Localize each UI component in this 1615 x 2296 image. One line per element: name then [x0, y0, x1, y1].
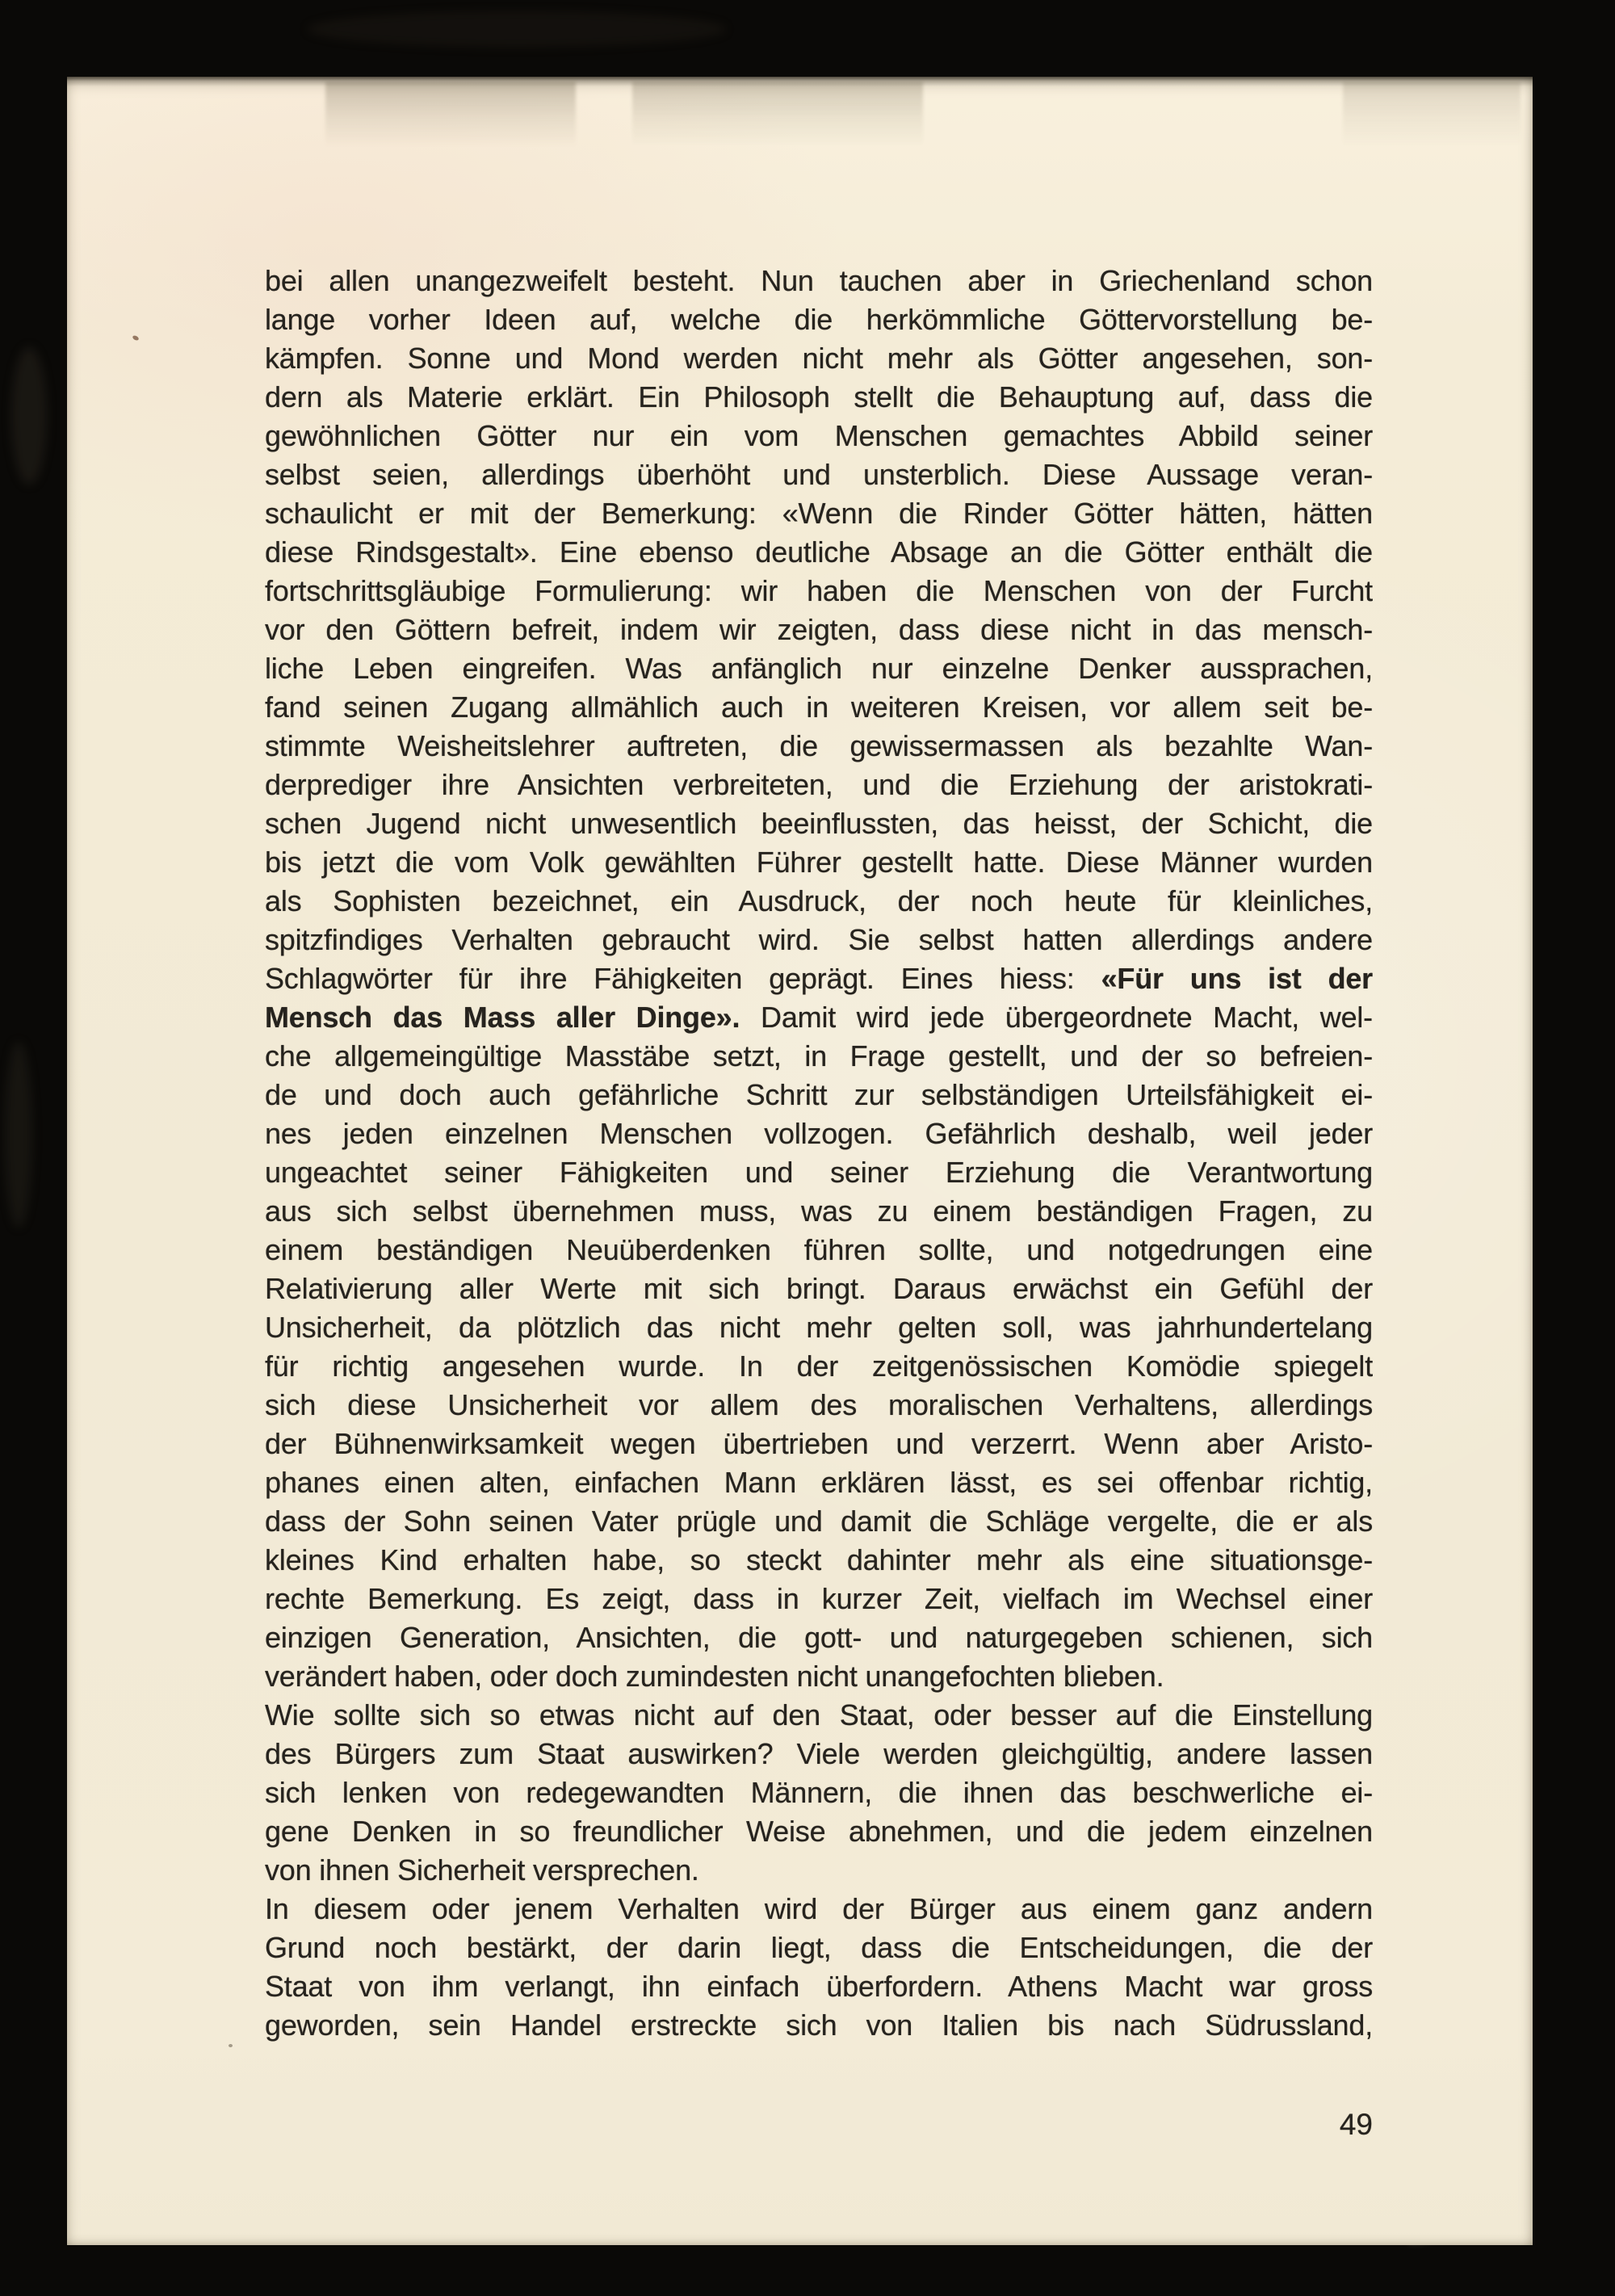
text-run: lange vorher Ideen auf, welche die herkömmliche Göttervorstellung be-: [265, 303, 1373, 336]
text-run: fortschrittsgläubige Formulierung: wir haben die Menschen von der Furcht: [265, 574, 1373, 607]
text-run: stimmte Weisheitslehrer auftreten, die gewissermassen als bezahlte Wan-: [265, 729, 1373, 762]
text-run: dass der Sohn seinen Vater prügle und damit die Schläge vergelte, die er als: [265, 1505, 1373, 1538]
page-number: 49: [1339, 2108, 1373, 2141]
text-run: kämpfen. Sonne und Mond werden nicht mehr als Götter angesehen, son-: [265, 342, 1373, 375]
text-line: [265, 1696, 1373, 1735]
text-run: phanes einen alten, einfachen Mann erklären lässt, es sei offenbar richtig,: [265, 1466, 1373, 1499]
text-line: [265, 1386, 1373, 1425]
text-line: [265, 455, 1373, 494]
text-line: [265, 1153, 1373, 1192]
text-run: Damit wird jede übergeordnete Macht, wel-: [740, 1001, 1373, 1034]
text-line: [265, 649, 1373, 688]
text-run: sich diese Unsicherheit vor allem des moralischen Verhaltens, allerdings: [265, 1388, 1373, 1421]
text-run: schen Jugend nicht unwesentlich beeinflussten, das heisst, der Schicht, die: [265, 807, 1373, 840]
text-run: dern als Materie erklärt. Ein Philosoph stellt die Behauptung auf, dass die: [265, 380, 1373, 413]
text-line: [265, 1037, 1373, 1076]
text-run: schaulicht er mit der Bemerkung: «Wenn die Rinder Götter hätten, hätten: [265, 497, 1373, 530]
text-run: geworden, sein Handel erstreckte sich von Italien bis nach Südrussland,: [265, 2008, 1373, 2042]
text-line: [265, 494, 1373, 533]
paper-speck: [132, 334, 139, 341]
text-line: [265, 1657, 1373, 1696]
text-run: Wie sollte sich so etwas nicht auf den Staat, oder besser auf die Einstellung: [265, 1698, 1373, 1731]
text-run: Relativierung aller Werte mit sich bringt. Daraus erwächst ein Gefühl der: [265, 1272, 1373, 1305]
text-line: [265, 1192, 1373, 1231]
text-line: [265, 1773, 1373, 1812]
text-run: Staat von ihm verlangt, ihn einfach überfordern. Athens Macht war gross: [265, 1970, 1373, 2003]
text-line: [265, 1618, 1373, 1657]
text-run: ungeachtet seiner Fähigkeiten und seiner Erziehung die Verantwortung: [265, 1156, 1373, 1189]
scan-streak: [632, 82, 923, 150]
text-line: [265, 262, 1373, 300]
book-page-paper: [67, 77, 1533, 2245]
text-run: einem beständigen Neuüberdenken führen sollte, und notgedrungen eine: [265, 1233, 1373, 1266]
text-line: [265, 1967, 1373, 2006]
text-line: [265, 1231, 1373, 1270]
text-line: [265, 959, 1373, 998]
text-line: [265, 300, 1373, 339]
text-line: [265, 1308, 1373, 1347]
text-run: bis jetzt die vom Volk gewählten Führer gestellt hatte. Diese Männer wurden: [265, 846, 1373, 879]
scanner-background-smudge: [307, 11, 727, 47]
text-run: Grund noch bestärkt, der darin liegt, dass die Entscheidungen, die der: [265, 1931, 1373, 1964]
text-run: sich lenken von redegewandten Männern, die ihnen das beschwerliche ei-: [265, 1776, 1373, 1809]
text-line: [265, 804, 1373, 843]
text-run: vor den Göttern befreit, indem wir zeigten, dass diese nicht in das mensch-: [265, 613, 1373, 646]
text-run: liche Leben eingreifen. Was anfänglich nur einzelne Denker aussprachen,: [265, 652, 1373, 685]
text-line: [265, 533, 1373, 572]
text-run: gene Denken in so freundlicher Weise abnehmen, und die jedem einzelnen: [265, 1815, 1373, 1848]
text-line: [265, 2006, 1373, 2045]
text-line: [265, 998, 1373, 1037]
text-line: [265, 1851, 1373, 1890]
text-line: [265, 688, 1373, 727]
text-run: spitzfindiges Verhalten gebraucht wird. Sie selbst hatten allerdings andere: [265, 923, 1373, 956]
text-line: [265, 1890, 1373, 1929]
text-line: [265, 843, 1373, 882]
text-line: [265, 1347, 1373, 1386]
text-line: [265, 921, 1373, 959]
text-run: aus sich selbst übernehmen muss, was zu einem beständigen Fragen, zu: [265, 1194, 1373, 1228]
text-line: [265, 1076, 1373, 1114]
text-run: verändert haben, oder doch zumindesten nicht unangefochten blieben.: [265, 1660, 1164, 1693]
scanner-background-smudge: [11, 347, 47, 485]
text-run: fand seinen Zugang allmählich auch in weiteren Kreisen, vor allem seit be-: [265, 690, 1373, 724]
scanner-background-smudge: [5, 1042, 32, 1228]
body-text: [265, 262, 1373, 2045]
text-line: [265, 1929, 1373, 1967]
bold-text-run: Mensch das Mass aller Dinge».: [265, 1001, 740, 1034]
text-line: [265, 1812, 1373, 1851]
text-run: selbst seien, allerdings überhöht und unsterblich. Diese Aussage veran-: [265, 458, 1373, 491]
text-line: [265, 1502, 1373, 1541]
text-run: che allgemeingültige Masstäbe setzt, in Frage gestellt, und der so befreien-: [265, 1039, 1373, 1072]
text-run: als Sophisten bezeichnet, ein Ausdruck, der noch heute für kleinliches,: [265, 884, 1373, 917]
text-line: [265, 882, 1373, 921]
text-run: für richtig angesehen wurde. In der zeitgenössischen Komödie spiegelt: [265, 1349, 1373, 1383]
text-line: [265, 1735, 1373, 1773]
text-run: Schlagwörter für ihre Fähigkeiten geprägt. Eines hiess:: [265, 962, 1101, 995]
text-run: nes jeden einzelnen Menschen vollzogen. Gefährlich deshalb, weil jeder: [265, 1117, 1373, 1150]
text-line: [265, 1580, 1373, 1618]
text-run: einzigen Generation, Ansichten, die gott- und naturgegeben schienen, sich: [265, 1621, 1373, 1654]
text-line: [265, 611, 1373, 649]
text-line: [265, 339, 1373, 378]
text-run: diese Rindsgestalt». Eine ebenso deutliche Absage an die Götter enthält die: [265, 535, 1373, 569]
text-run: In diesem oder jenem Verhalten wird der Bürger aus einem ganz andern: [265, 1892, 1373, 1925]
text-line: [265, 572, 1373, 611]
text-run: bei allen unangezweifelt besteht. Nun tauchen aber in Griechenland schon: [265, 264, 1373, 297]
text-line: [265, 1463, 1373, 1502]
text-run: des Bürgers zum Staat auswirken? Viele werden gleichgültig, andere lassen: [265, 1737, 1373, 1770]
text-run: de und doch auch gefährliche Schritt zur selbständigen Urteilsfähigkeit ei-: [265, 1078, 1373, 1111]
text-run: derprediger ihre Ansichten verbreiteten, und die Erziehung der aristokrati-: [265, 768, 1373, 801]
text-line: [265, 766, 1373, 804]
scan-streak: [1343, 82, 1521, 150]
text-line: [265, 1541, 1373, 1580]
text-line: [265, 1114, 1373, 1153]
text-run: rechte Bemerkung. Es zeigt, dass in kurzer Zeit, vielfach im Wechsel einer: [265, 1582, 1373, 1615]
bold-text-run: «Für uns ist der: [1101, 962, 1373, 995]
text-run: gewöhnlichen Götter nur ein vom Menschen gemachtes Abbild seiner: [265, 419, 1373, 452]
text-line: [265, 1270, 1373, 1308]
text-line: [265, 378, 1373, 417]
text-line: [265, 417, 1373, 455]
text-line: [265, 1425, 1373, 1463]
text-run: von ihnen Sicherheit versprechen.: [265, 1853, 699, 1887]
text-line: [265, 727, 1373, 766]
text-run: kleines Kind erhalten habe, so steckt dahinter mehr als eine situationsge-: [265, 1543, 1373, 1576]
text-run: Unsicherheit, da plötzlich das nicht mehr gelten soll, was jahrhundertelang: [265, 1311, 1373, 1344]
text-run: der Bühnenwirksamkeit wegen übertrieben und verzerrt. Wenn aber Aristo-: [265, 1427, 1373, 1460]
scan-streak: [325, 82, 576, 150]
paper-speck: [229, 2044, 233, 2047]
